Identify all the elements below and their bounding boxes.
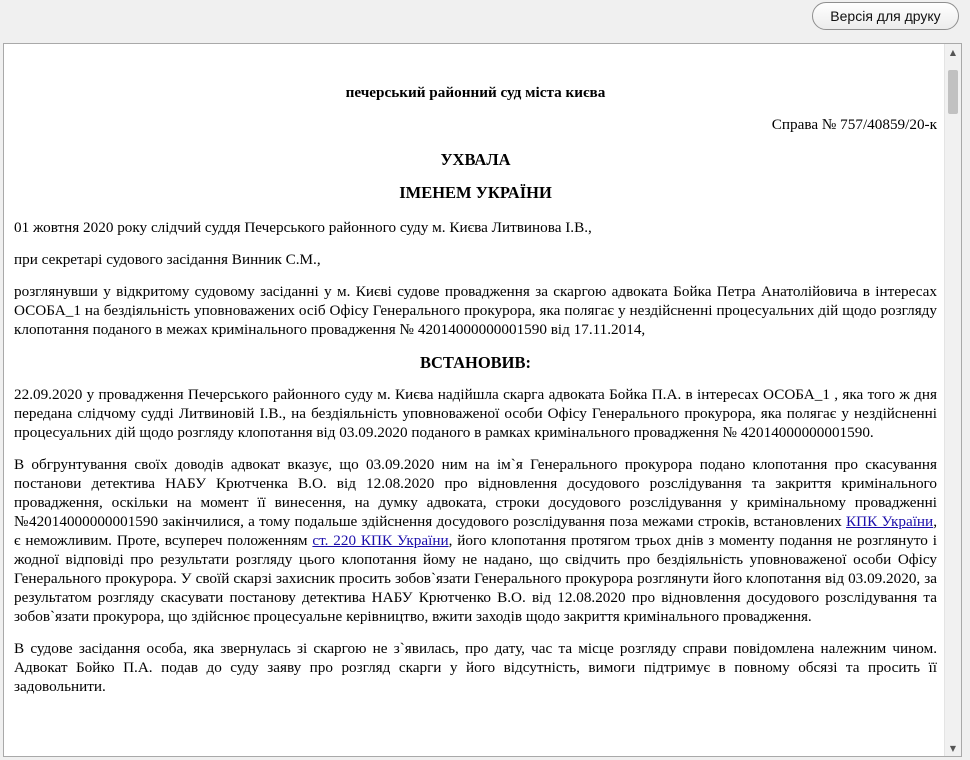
scroll-thumb[interactable] — [948, 70, 958, 114]
court-name: печерський районний суд міста києва — [345, 84, 606, 101]
article-220-kpk-link[interactable]: ст. 220 КПК України — [312, 532, 449, 549]
document-title: УХВАЛА — [440, 150, 511, 169]
document-viewer — [3, 43, 962, 757]
scroll-down-arrow-icon[interactable]: ▼ — [949, 743, 957, 753]
body-paragraph-2-text-b: , є неможливим. Проте, всупереч положенням — [14, 513, 937, 549]
document-subtitle: ІМЕНЕМ УКРАЇНИ — [399, 183, 552, 202]
document-body — [14, 44, 937, 696]
kpk-ukrainy-link[interactable]: КПК України — [846, 513, 934, 530]
body-paragraph-2-text-c: , його клопотання протягом трьох днів з моменту подання не розглянуто і жодної відповіді про результати розгляду цього клопотання йому не надано, що свідчить про бездіяльність уповноваженої особи Офісу Генерального прокурора. У своїй скарзі захисник просить зобов`язати Генерального прокурора розглянути його клопотання від 03.09.2020, за результатом розгляду скасувати постанову детектива НАБУ Крютченко В.О. від 12.08.2020 про відновлення досудового розслідування та зобов`язати прокурора, що здійснює процесуальне керівництво, вжити заходів щодо закриття кримінального провадження. — [14, 532, 937, 625]
intro-paragraph-3: розглянувши у відкритому судовому засіданні у м. Києві судове провадження за скаргою адвоката Бойка Петра Анатолійовича в інтересах ОСОБА_1 на бездіяльність уповноважених осіб Офісу Генерального прокурора, яка полягає у нездійсненні процесуальних дій щодо розгляду клопотання поданого в межах кримінального провадження № 42014000000001590 від 17.11.2014, — [14, 283, 937, 338]
body-paragraph-1: 22.09.2020 у провадження Печерського районного суду м. Києва надійшла скарга адвоката Бойка П.А. в інтересах ОСОБА_1 , яка того ж дня передана слідчому судді Литвиновій І.В., на бездіяльність уповноваженої особи Офісу Генерального прокурора, яка полягає у нездійсненні процесуальних дій щодо розгляду клопотання від 03.09.2020 поданого в рамках кримінального провадження № 42014000000001590. — [14, 386, 937, 441]
case-number: Справа № 757/40859/20-к — [771, 116, 937, 133]
body-paragraph-3: В судове засідання особа, яка звернулась зі скаргою не з`явилась, про дату, час та місце розгляду справи повідомлена належним чином. Адвокат Бойко П.А. подав до суду заяву про розгляд скарги у його відсутність, вимоги підтримує в повному обсязі та просить її задовольнити. — [14, 640, 937, 695]
print-version-button[interactable]: Версія для друку — [812, 2, 959, 30]
intro-paragraph-1: 01 жовтня 2020 року слідчий суддя Печерського районного суду м. Києва Литвинова І.В., — [14, 219, 592, 236]
intro-paragraph-2: при секретарі судового засідання Винник С.М., — [14, 251, 321, 268]
section-heading: ВСТАНОВИВ: — [419, 353, 532, 372]
vertical-scrollbar[interactable] — [944, 44, 961, 756]
scroll-up-arrow-icon[interactable]: ▲ — [949, 47, 957, 57]
body-paragraph-2 — [14, 455, 937, 626]
body-paragraph-2-text-a: В обгрунтування своїх доводів адвокат вказує, що 03.09.2020 ним на ім`я Генерального прокурора подано клопотання про скасування постанови детектива НАБУ Крютченка В.О. від 12.08.2020 про відновлення досудового розслідування та закриття кримінального провадження, оскільки на момент її винесення, на думку адвоката, строки досудового розслідування у кримінальному провадженні №42014000000001590 закінчилися, а тому подальше здійснення досудового розслідування поза межами строків, встановлених — [14, 456, 937, 530]
